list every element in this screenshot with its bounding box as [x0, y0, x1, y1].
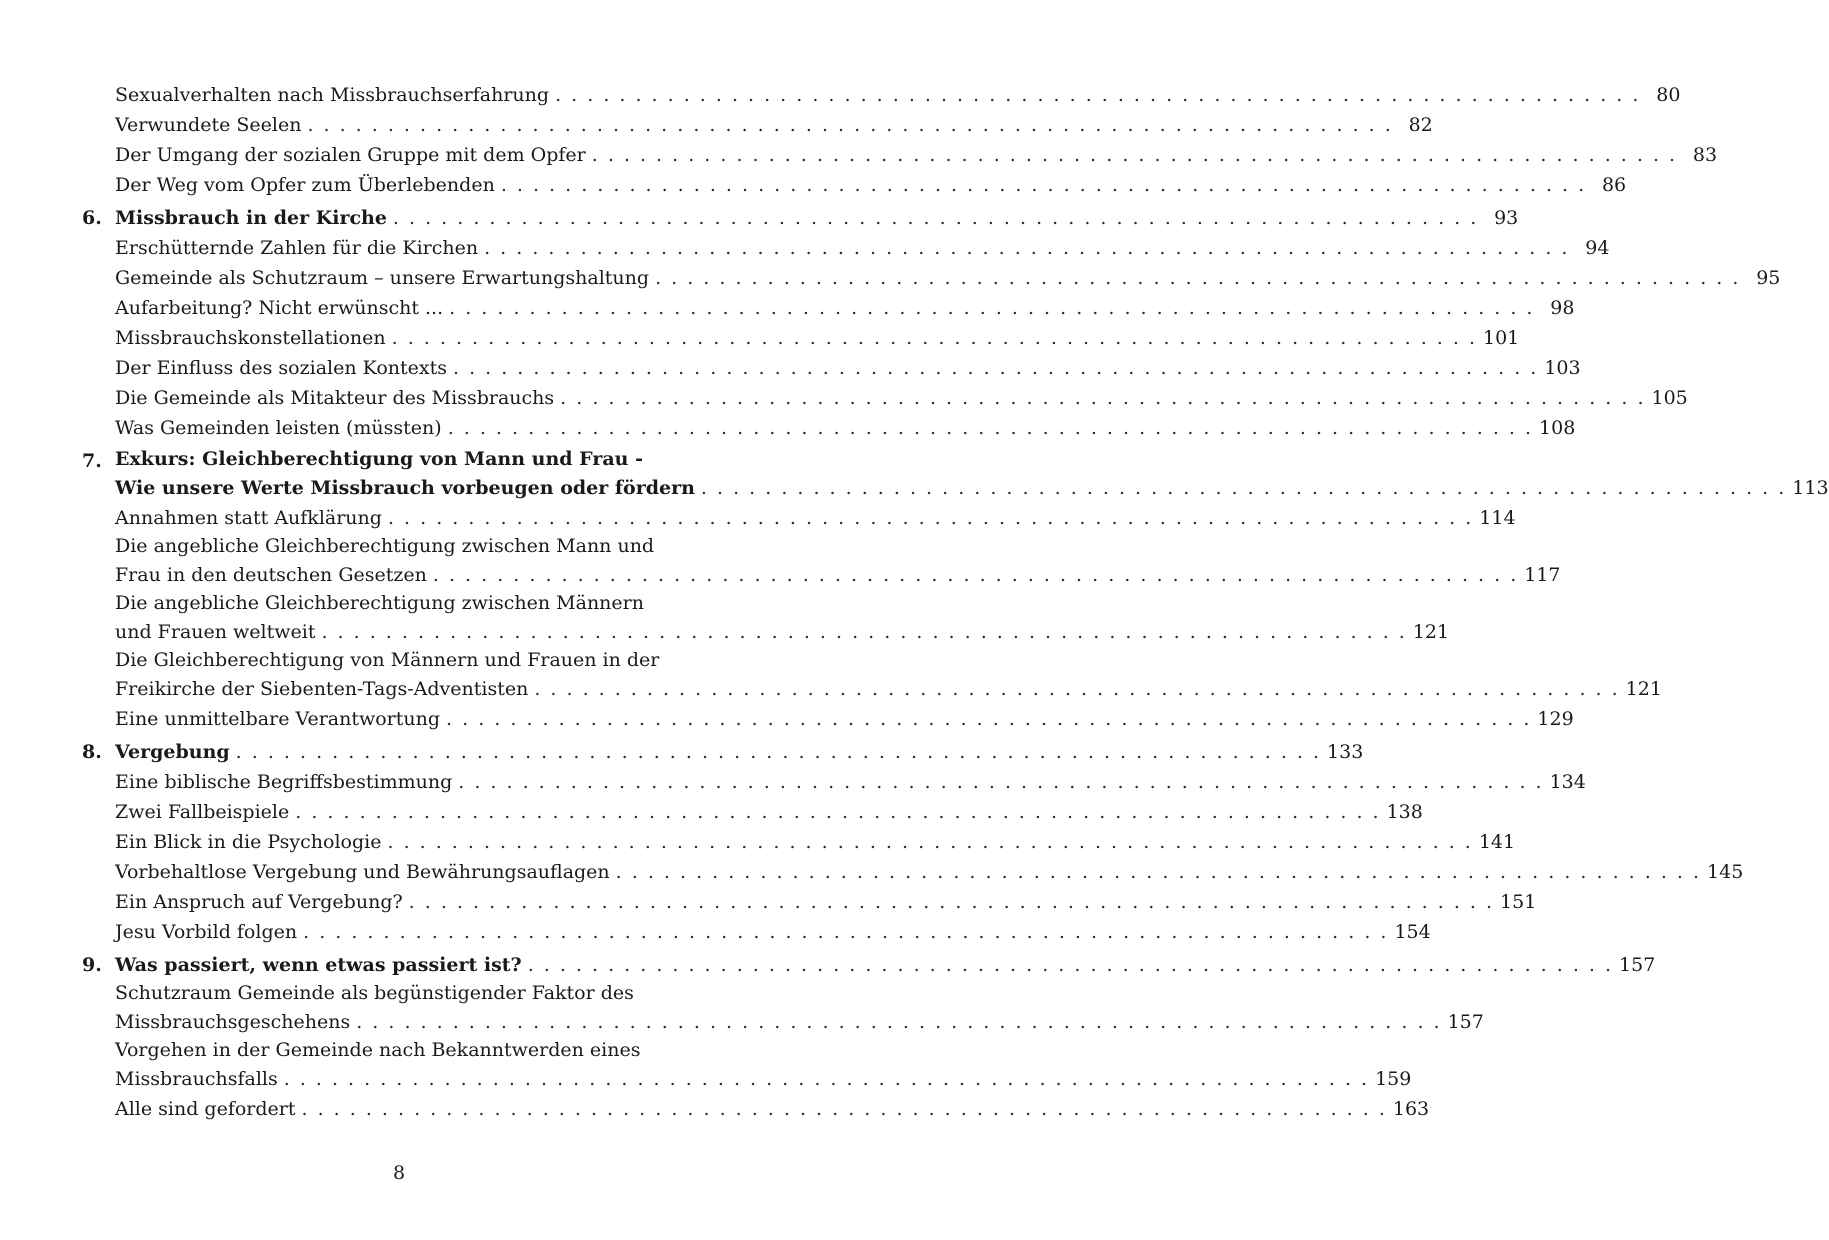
entry-page-number: 82 — [1408, 114, 1433, 136]
dot-leader: . . . . . . . . . . . . . . . . . . . . . . . . . . . . . . . . . . . . . . . . . . . . . . . . . . . . . . . . . . . . . . . . . . . . — [527, 954, 1614, 976]
entry-body — [115, 353, 1581, 383]
entry-body — [115, 857, 1744, 887]
entry-page-number: 151 — [1500, 891, 1537, 913]
entry-title: Sexualverhalten nach Missbrauchserfahrung — [115, 84, 550, 106]
dot-leader: . . . . . . . . . . . . . . . . . . . . . . . . . . . . . . . . . . . . . . . . . . . . . . . . . . . . . . . . . . . . . . . . . . . . — [655, 267, 1741, 289]
entry-page-number: 108 — [1539, 417, 1576, 439]
entry-body — [115, 827, 1516, 857]
entry-title: Freikirche der Siebenten-Tags-Adventisten — [115, 678, 529, 700]
entry-body — [115, 737, 1364, 767]
entry-title-line: Die angebliche Gleichberechtigung zwischen Mann und — [115, 535, 655, 557]
entry-page-number: 141 — [1478, 831, 1516, 853]
entry-body — [115, 203, 1519, 233]
entry-body — [115, 704, 1574, 734]
dot-leader: . . . . . . . . . . . . . . . . . . . . . . . . . . . . . . . . . . . . . . . . . . . . . . . . . . . . . . . . . . . . . . . . . . . . — [591, 144, 1678, 166]
dot-leader: . . . . . . . . . . . . . . . . . . . . . . . . . . . . . . . . . . . . . . . . . . . . . . . . . . . . . . . . . . . . . . . . . . . . — [500, 174, 1587, 196]
toc-entry[interactable] — [0, 980, 1484, 1037]
chapter-number: 7. — [82, 450, 102, 472]
entry-body — [115, 590, 1450, 647]
entry-title: Missbrauchsfalls — [115, 1068, 278, 1090]
dot-leader: . . . . . . . . . . . . . . . . . . . . . . . . . . . . . . . . . . . . . . . . . . . . . . . . . . . . . . . . . . . . . . . . . . . . — [458, 771, 1544, 793]
entry-page-number: 129 — [1537, 708, 1574, 730]
entry-body — [115, 887, 1537, 917]
entry-title: Aufarbeitung? Nicht erwünscht ... — [115, 297, 444, 319]
entry-title: Die Gemeinde als Mitakteur des Missbrauchs — [115, 387, 555, 409]
entry-body — [115, 263, 1781, 293]
chapter-number: 6. — [82, 207, 102, 229]
entry-page-number: 134 — [1549, 771, 1586, 793]
entry-title: und Frauen weltweit — [115, 621, 316, 643]
toc-entry[interactable] — [0, 263, 1781, 293]
dot-leader: . . . . . . . . . . . . . . . . . . . . . . . . . . . . . . . . . . . . . . . . . . . . . . . . . . . . . . . . . . . . . . . . . . . . — [484, 237, 1570, 259]
dot-leader: . . . . . . . . . . . . . . . . . . . . . . . . . . . . . . . . . . . . . . . . . . . . . . . . . . . . . . . . . . . . . . . . . . . . — [295, 801, 1381, 823]
dot-leader: . . . . . . . . . . . . . . . . . . . . . . . . . . . . . . . . . . . . . . . . . . . . . . . . . . . . . . . . . . . . . . . . . . . . — [555, 84, 1641, 106]
entry-body — [115, 647, 1662, 704]
entry-page-number: 98 — [1550, 297, 1575, 319]
dot-leader: . . . . . . . . . . . . . . . . . . . . . . . . . . . . . . . . . . . . . . . . . . . . . . . . . . . . . . . . . . . . . . . . . . . . — [303, 921, 1389, 943]
entry-title: Frau in den deutschen Gesetzen — [115, 564, 427, 586]
entry-title: Alle sind gefordert — [115, 1098, 296, 1120]
entry-title: Der Einfluss des sozialen Kontexts — [115, 357, 447, 379]
toc-entry[interactable] — [0, 80, 1681, 110]
entry-title: Eine biblische Begriffsbestimmung — [115, 771, 453, 793]
toc-chapter-entry[interactable] — [0, 737, 1364, 767]
toc-entry[interactable] — [0, 1037, 1412, 1094]
entry-body — [115, 1037, 1412, 1094]
entry-body — [115, 767, 1586, 797]
entry-body — [115, 110, 1433, 140]
entry-title: Vorbehaltlose Vergebung und Bewährungsauflagen — [115, 861, 610, 883]
dot-leader: . . . . . . . . . . . . . . . . . . . . . . . . . . . . . . . . . . . . . . . . . . . . . . . . . . . . . . . . . . . . . . . . . . . . — [447, 417, 1534, 439]
dot-leader: . . . . . . . . . . . . . . . . . . . . . . . . . . . . . . . . . . . . . . . . . . . . . . . . . . . . . . . . . . . . . . . . . . . . — [560, 387, 1646, 409]
entry-title: Zwei Fallbeispiele — [115, 801, 290, 823]
chapter-number: 8. — [82, 741, 102, 763]
dot-leader: . . . . . . . . . . . . . . . . . . . . . . . . . . . . . . . . . . . . . . . . . . . . . . . . . . . . . . . . . . . . . . . . . . . . — [307, 114, 1393, 136]
dot-leader: . . . . . . . . . . . . . . . . . . . . . . . . . . . . . . . . . . . . . . . . . . . . . . . . . . . . . . . . . . . . . . . . . . . . — [301, 1098, 1387, 1120]
toc-entry[interactable] — [0, 323, 1520, 353]
dot-leader: . . . . . . . . . . . . . . . . . . . . . . . . . . . . . . . . . . . . . . . . . . . . . . . . . . . . . . . . . . . . . . . . . . . . — [700, 477, 1787, 499]
entry-body — [115, 980, 1484, 1037]
entry-page-number: 101 — [1482, 327, 1520, 349]
entry-body — [115, 233, 1610, 263]
toc-entry[interactable] — [0, 647, 1662, 704]
entry-title: Eine unmittelbare Verantwortung — [115, 708, 441, 730]
dot-leader: . . . . . . . . . . . . . . . . . . . . . . . . . . . . . . . . . . . . . . . . . . . . . . . . . . . . . . . . . . . . . . . . . . . . — [408, 891, 1495, 913]
entry-title: Wie unsere Werte Missbrauch vorbeugen oder fördern — [115, 477, 695, 499]
chapter-number: 9. — [82, 954, 102, 976]
entry-page-number: 113 — [1792, 477, 1829, 499]
entry-page-number: 121 — [1625, 678, 1662, 700]
toc-entry[interactable] — [0, 533, 1561, 590]
entry-page-number: 80 — [1656, 84, 1681, 106]
entry-title-line: Vorgehen in der Gemeinde nach Bekanntwerden eines — [115, 1039, 641, 1061]
dot-leader: . . . . . . . . . . . . . . . . . . . . . . . . . . . . . . . . . . . . . . . . . . . . . . . . . . . . . . . . . . . . . . . . . . . . — [283, 1068, 1370, 1090]
table-of-contents — [0, 80, 1829, 1124]
dot-leader: . . . . . . . . . . . . . . . . . . . . . . . . . . . . . . . . . . . . . . . . . . . . . . . . . . . . . . . . . . . . . . . . . . . . — [534, 678, 1620, 700]
entry-title: Annahmen statt Aufklärung — [115, 507, 382, 529]
entry-page-number: 159 — [1375, 1068, 1412, 1090]
entry-title-line: Die Gleichberechtigung von Männern und Frauen in der — [115, 649, 660, 671]
dot-leader: . . . . . . . . . . . . . . . . . . . . . . . . . . . . . . . . . . . . . . . . . . . . . . . . . . . . . . . . . . . . . . . . . . . . — [387, 831, 1473, 853]
entry-body — [115, 1094, 1430, 1124]
dot-leader: . . . . . . . . . . . . . . . . . . . . . . . . . . . . . . . . . . . . . . . . . . . . . . . . . . . . . . . . . . . . . . . . . . . . — [235, 741, 1322, 763]
toc-entry[interactable] — [0, 293, 1575, 323]
entry-body — [115, 533, 1561, 590]
entry-page-number: 121 — [1412, 621, 1450, 643]
entry-body — [115, 797, 1423, 827]
dot-leader: . . . . . . . . . . . . . . . . . . . . . . . . . . . . . . . . . . . . . . . . . . . . . . . . . . . . . . . . . . . . . . . . . . . . — [446, 708, 1532, 730]
entry-page-number: 138 — [1386, 801, 1423, 823]
dot-leader: . . . . . . . . . . . . . . . . . . . . . . . . . . . . . . . . . . . . . . . . . . . . . . . . . . . . . . . . . . . . . . . . . . . . — [392, 207, 1479, 229]
toc-entry[interactable] — [0, 353, 1581, 383]
toc-entry[interactable] — [0, 110, 1433, 140]
entry-page-number: 157 — [1619, 954, 1656, 976]
toc-entry[interactable] — [0, 797, 1423, 827]
toc-entry[interactable] — [0, 704, 1574, 734]
toc-entry[interactable] — [0, 233, 1610, 263]
toc-entry[interactable] — [0, 383, 1688, 413]
entry-page-number: 114 — [1479, 507, 1516, 529]
toc-entry[interactable] — [0, 827, 1516, 857]
entry-title-line: Exkurs: Gleichberechtigung von Mann und Frau - — [115, 448, 643, 470]
entry-title: Missbrauchsgeschehens — [115, 1011, 351, 1033]
toc-entry[interactable] — [0, 917, 1431, 947]
dot-leader: . . . . . . . . . . . . . . . . . . . . . . . . . . . . . . . . . . . . . . . . . . . . . . . . . . . . . . . . . . . . . . . . . . . . — [391, 327, 1477, 349]
entry-title: Missbrauch in der Kirche — [115, 207, 387, 229]
entry-title: Was Gemeinden leisten (müssten) — [115, 417, 442, 439]
toc-entry[interactable] — [0, 170, 1627, 200]
entry-page-number: 93 — [1494, 207, 1519, 229]
toc-entry[interactable] — [0, 1094, 1430, 1124]
toc-entry[interactable] — [0, 590, 1450, 647]
entry-title: Missbrauchskonstellationen — [115, 327, 386, 349]
entry-body — [115, 383, 1688, 413]
entry-page-number: 86 — [1601, 174, 1627, 196]
entry-title: Vergebung — [115, 741, 230, 763]
entry-title: Der Umgang der sozialen Gruppe mit dem Opfer — [115, 144, 586, 166]
page-number: 8 — [392, 1162, 406, 1184]
entry-page-number: 133 — [1327, 741, 1364, 763]
entry-title: Ein Blick in die Psychologie — [115, 831, 382, 853]
entry-page-number: 157 — [1447, 1011, 1484, 1033]
dot-leader: . . . . . . . . . . . . . . . . . . . . . . . . . . . . . . . . . . . . . . . . . . . . . . . . . . . . . . . . . . . . . . . . . . . . — [387, 507, 1474, 529]
entry-page-number: 95 — [1756, 267, 1781, 289]
dot-leader: . . . . . . . . . . . . . . . . . . . . . . . . . . . . . . . . . . . . . . . . . . . . . . . . . . . . . . . . . . . . . . . . . . . . — [432, 564, 1519, 586]
entry-page-number: 117 — [1524, 564, 1561, 586]
entry-body — [115, 503, 1516, 533]
entry-title-line: Schutzraum Gemeinde als begünstigender Faktor des — [115, 982, 634, 1004]
toc-chapter-entry[interactable] — [0, 446, 1829, 503]
entry-title: Erschütternde Zahlen für die Kirchen — [115, 237, 479, 259]
entry-title: Der Weg vom Opfer zum Überlebenden — [115, 174, 495, 196]
toc-chapter-entry[interactable] — [0, 203, 1519, 233]
entry-page-number: 105 — [1651, 387, 1688, 409]
dot-leader: . . . . . . . . . . . . . . . . . . . . . . . . . . . . . . . . . . . . . . . . . . . . . . . . . . . . . . . . . . . . . . . . . . . . — [356, 1011, 1442, 1033]
entry-body — [115, 140, 1718, 170]
dot-leader: . . . . . . . . . . . . . . . . . . . . . . . . . . . . . . . . . . . . . . . . . . . . . . . . . . . . . . . . . . . . . . . . . . . . — [321, 621, 1407, 643]
entry-page-number: 83 — [1692, 144, 1718, 166]
entry-body — [115, 323, 1520, 353]
entry-page-number: 94 — [1585, 237, 1610, 259]
dot-leader: . . . . . . . . . . . . . . . . . . . . . . . . . . . . . . . . . . . . . . . . . . . . . . . . . . . . . . . . . . . . . . . . . . . . — [449, 297, 1535, 319]
entry-body — [115, 413, 1576, 443]
toc-entry[interactable] — [0, 857, 1744, 887]
entry-title-line: Die angebliche Gleichberechtigung zwischen Männern — [115, 592, 644, 614]
entry-page-number: 154 — [1394, 921, 1431, 943]
entry-page-number: 103 — [1544, 357, 1581, 379]
entry-body — [115, 950, 1656, 980]
entry-body — [115, 917, 1431, 947]
toc-entry[interactable] — [0, 767, 1586, 797]
toc-entry[interactable] — [0, 887, 1537, 917]
entry-page-number: 145 — [1707, 861, 1744, 883]
entry-body — [115, 80, 1681, 110]
entry-body — [115, 170, 1627, 200]
toc-entry[interactable] — [0, 413, 1576, 443]
entry-title: Ein Anspruch auf Vergebung? — [115, 891, 403, 913]
entry-title: Jesu Vorbild folgen — [115, 921, 298, 943]
toc-entry[interactable] — [0, 140, 1718, 170]
entry-body — [115, 446, 1829, 503]
entry-title: Was passiert, wenn etwas passiert ist? — [115, 954, 522, 976]
dot-leader: . . . . . . . . . . . . . . . . . . . . . . . . . . . . . . . . . . . . . . . . . . . . . . . . . . . . . . . . . . . . . . . . . . . . — [615, 861, 1702, 883]
entry-body — [115, 293, 1575, 323]
dot-leader: . . . . . . . . . . . . . . . . . . . . . . . . . . . . . . . . . . . . . . . . . . . . . . . . . . . . . . . . . . . . . . . . . . . . — [452, 357, 1539, 379]
entry-page-number: 163 — [1392, 1098, 1430, 1120]
entry-title: Gemeinde als Schutzraum – unsere Erwartungshaltung — [115, 267, 650, 289]
entry-title: Verwundete Seelen — [115, 114, 302, 136]
toc-chapter-entry[interactable] — [0, 950, 1656, 980]
toc-entry[interactable] — [0, 503, 1516, 533]
